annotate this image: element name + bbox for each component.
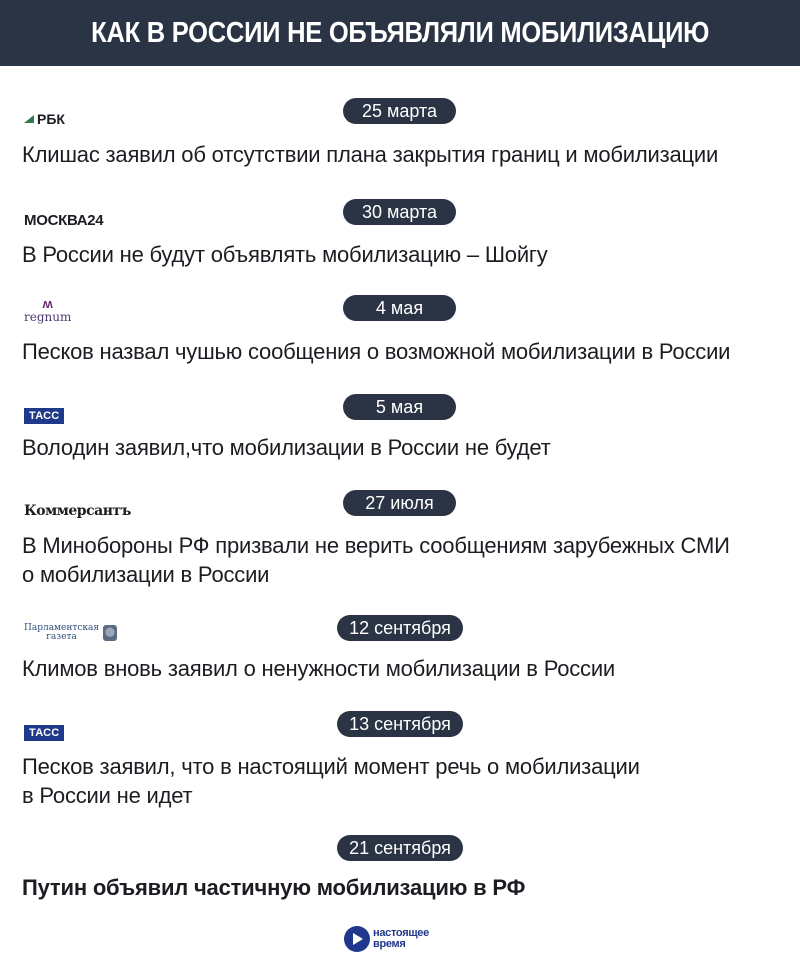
play-icon [344,926,370,952]
source-name: ТАСС [24,408,64,424]
footer-logo-text: настоящее время [373,927,429,950]
rbk-logo-icon [24,115,34,123]
headline-line: В Минобороны РФ призвали не верить сообщениям зарубежных СМИ [22,533,730,558]
date-badge: 5 мая [343,394,456,420]
source-logo-kommersant: Коммерсантъ [24,503,131,519]
source-name: ТАСС [24,725,64,741]
headline [22,752,792,810]
date-badge: 12 сентября [337,615,463,641]
date-badge: 30 марта [343,199,456,225]
source-logo-moskva24: МОСКВА24 [24,212,104,229]
source-name: РБК [37,111,65,127]
source-logo-rbk [24,111,65,127]
source-logo-tass [24,406,64,422]
date-badge: 27 июля [343,490,456,516]
headline [22,531,792,589]
source-logo-tass [24,723,64,739]
page-title: КАК В РОССИИ НЕ ОБЪЯВЛЯЛИ МОБИЛИЗАЦИЮ [90,16,710,49]
headline: В России не будут объявлять мобилизацию – Шойгу [22,242,548,267]
emblem-icon [103,625,117,641]
date-badge: 25 марта [343,98,456,124]
source-name: Парламентская газета [24,623,100,642]
headline: Володин заявил,что мобилизации в России не будет [22,435,551,460]
headline-line: Песков заявил, что в настоящий момент речь о мобилизации [22,754,640,779]
date-badge: 13 сентября [337,711,463,737]
date-badge: 4 мая [343,295,456,321]
footer-logo [344,926,429,952]
regnum-logo-icon: ʍ [42,296,53,311]
headline: Клишас заявил об отсутствии плана закрытия границ и мобилизации [22,142,719,167]
source-name: regnum [24,310,72,324]
source-logo-parlamentskaya-gazeta [24,624,117,642]
headline-line: о мобилизации в России [22,562,270,587]
date-badge: 21 сентября [337,835,463,861]
source-logo-regnum [24,298,71,324]
headline: Путин объявил частичную мобилизацию в РФ [22,875,526,900]
headline: Климов вновь заявил о ненужности мобилизации в России [22,656,616,681]
headline-line: в России не идет [22,783,193,808]
header-banner [0,0,800,66]
headline: Песков назвал чушью сообщения о возможной мобилизации в России [22,339,731,364]
